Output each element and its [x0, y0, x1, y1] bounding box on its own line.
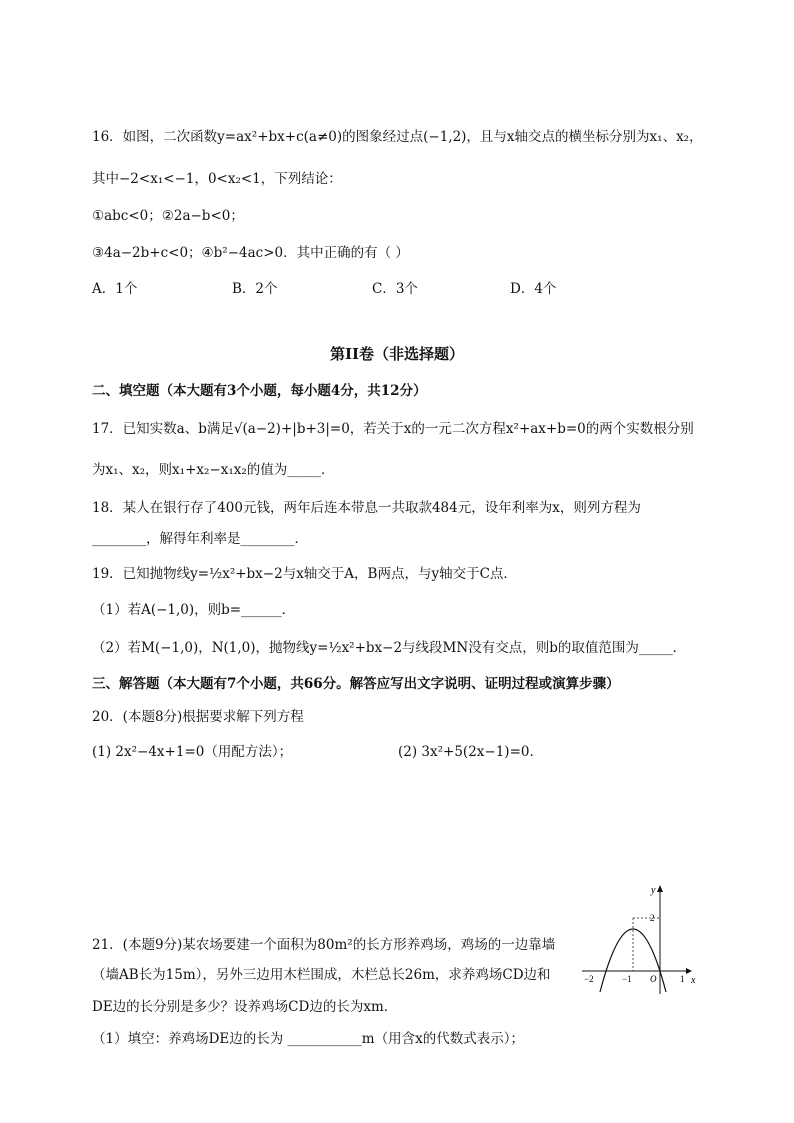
q16-line4: ③4a−2b+c<0；④b²−4ac>0．其中正确的有（ ）	[92, 245, 409, 261]
x-axis-arrow	[686, 968, 692, 974]
q20-line1: 20．(本题8分)根据要求解下列方程	[92, 709, 304, 725]
q17-line1: 17．已知实数a、b满足√(a−2)+|b+3|=0，若关于x的一元二次方程x²+ax+b=0的两个实数根分别	[92, 421, 694, 437]
section2-heading: 二、填空题（本大题有3个小题，每小题4分，共12分）	[92, 383, 427, 399]
tick-label-neg1: −1	[622, 974, 632, 984]
tick-label-1: 1	[680, 974, 685, 984]
q16-line3: ①abc<0；②2a−b<0；	[92, 208, 244, 224]
q16-stem: 16．如图，二次函数y=ax²+bx+c(a≠0)的图象经过点(−1,2)，且与x轴交点的横坐标分别为x₁、x₂，	[92, 129, 703, 145]
q19-line2: （1）若A(−1,0)，则b=______．	[92, 602, 296, 618]
y-axis-label: y	[651, 885, 656, 896]
q18-line1: 18．某人在银行存了400元钱，两年后连本带息一共取款484元，设年利率为x，则列方程为	[92, 500, 641, 516]
q20-part2: (2) 3x²+5(2x−1)=0．	[398, 744, 543, 760]
q16-option-a: A．1个	[92, 281, 138, 297]
x-axis-label: x	[691, 975, 696, 986]
section3-heading: 三、解答题（本大题有7个小题，共66分。解答应写出文字说明、证明过程或演算步骤）	[92, 676, 620, 692]
y-axis-arrow	[657, 885, 663, 892]
q19-line1: 19．已知抛物线y=½x²+bx−2与x轴交于A，B两点，与y轴交于C点．	[92, 566, 517, 582]
q16-option-b: B．2个	[232, 281, 278, 297]
q21-line1: 21．(本题9分)某农场要建一个面积为80m²的长方形养鸡场，鸡场的一边靠墙	[92, 937, 556, 953]
q20-part1: (1) 2x²−4x+1=0（用配方法）；	[92, 744, 293, 760]
q21-line2: （墙AB长为15m），另外三边用木栏围成，木栏总长26m，求养鸡场CD边和	[92, 967, 551, 983]
q21-line4: （1）填空：养鸡场DE边的长为 ___________m（用含x的代数式表示）；	[92, 1031, 524, 1047]
parabola-graph	[578, 882, 698, 1002]
tick-label-2: 2	[650, 913, 655, 923]
q16-line1	[92, 125, 703, 145]
tick-label-neg2: −2	[584, 974, 594, 984]
q16-line2: 其中−2<x₁<−1，0<x₂<1，下列结论：	[92, 171, 342, 187]
q16-option-c: C．3个	[372, 281, 418, 297]
q18-line2: ________，解得年利率是________．	[92, 531, 308, 547]
origin-label: O	[650, 974, 657, 984]
q17-line2: 为x₁、x₂，则x₁+x₂−x₁x₂的值为_____．	[92, 462, 335, 478]
q21-line3: DE边的长分别是多少？设养鸡场CD边的长为xm．	[92, 999, 398, 1015]
q16-option-d: D．4个	[510, 281, 557, 297]
part2-title: 第II卷（非选择题）	[329, 345, 465, 363]
q19-line3: （2）若M(−1,0)，N(1,0)，抛物线y=½x²+bx−2与线段MN没有交点，则b的取值范围为_____．	[92, 640, 687, 656]
